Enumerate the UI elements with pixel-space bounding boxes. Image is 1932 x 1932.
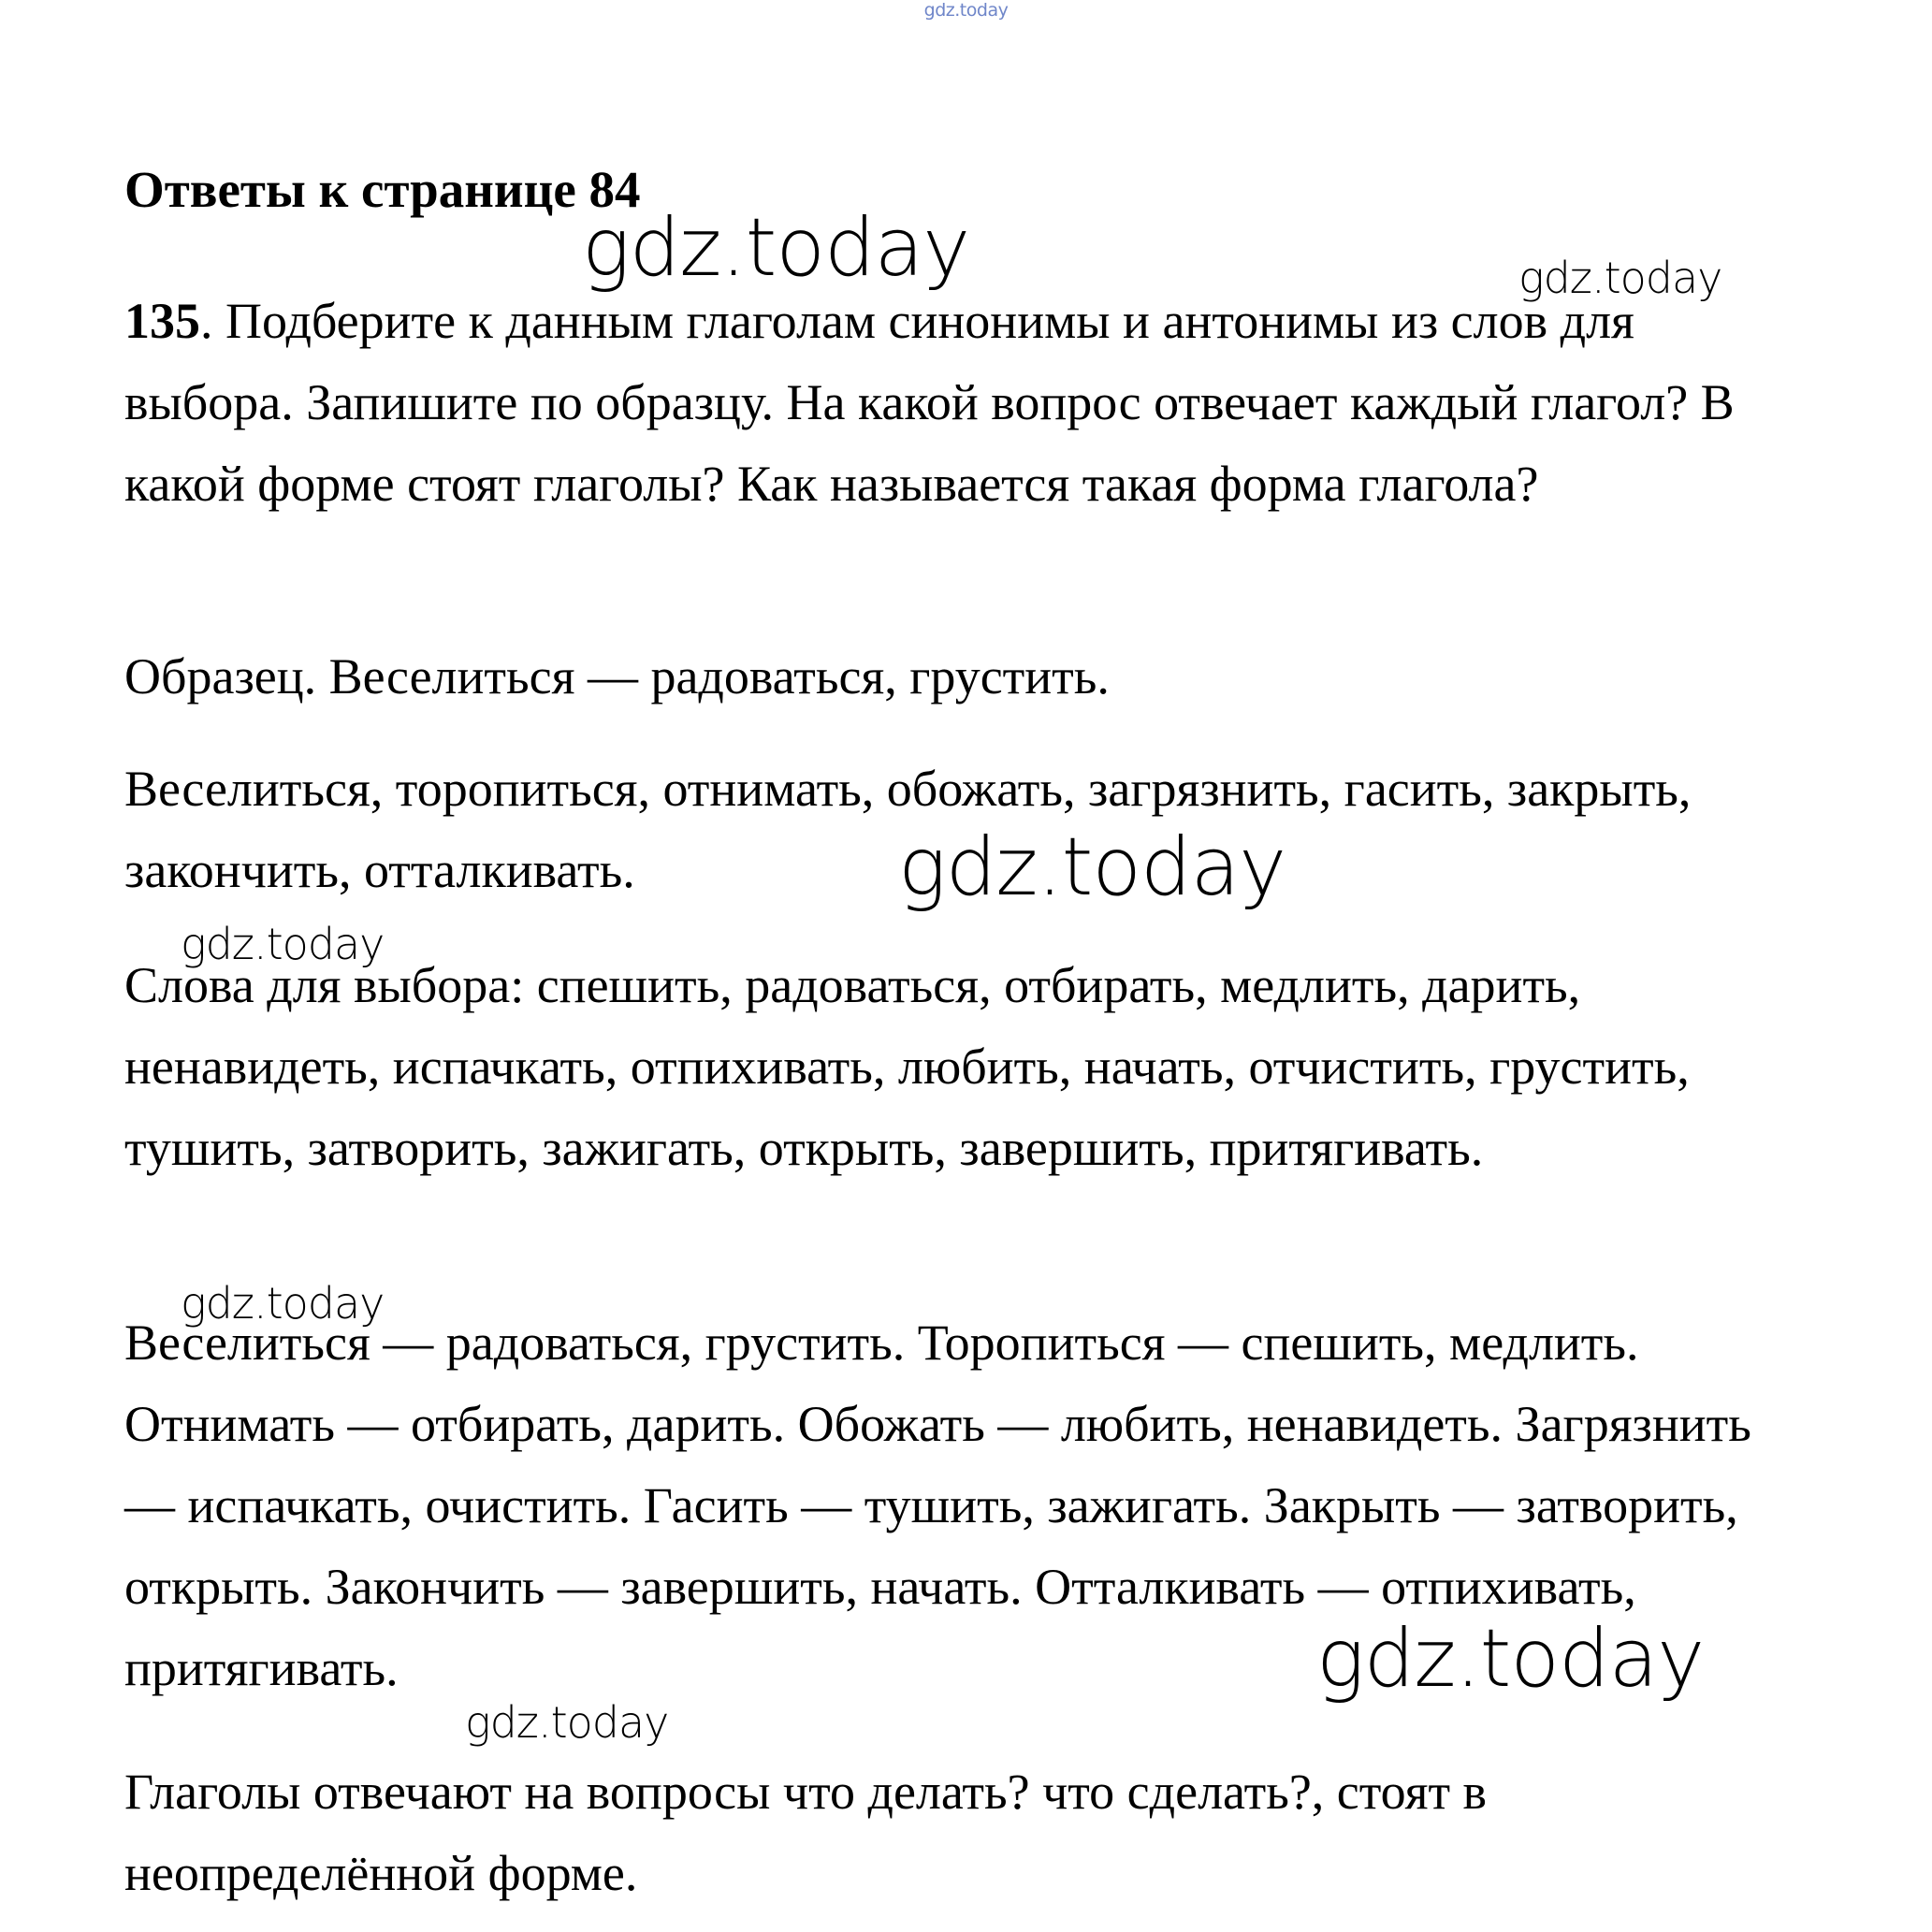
verbs-paragraph: Веселиться, торопиться, отнимать, обожать, загрязнить, гасить, закрыть, закончить, отталкивать.: [124, 761, 1692, 898]
watermark-1: gdz.today: [582, 201, 970, 295]
choice-words-paragraph: Слова для выбора: спешить, радоваться, отбирать, медлить, дарить, ненавидеть, испачкать, отпихивать, любить, начать, отчистить, грустить, тушить, затворить, зажигать, открыть, завершить, притягивать.: [124, 957, 1690, 1176]
sample-paragraph: Образец. Веселиться — радоваться, грустить.: [124, 648, 1110, 705]
watermark-6: gdz.today: [1316, 1612, 1705, 1706]
page-heading: Ответы к странице 84: [124, 161, 641, 218]
task-text: . Подберите к данным глаголам синонимы и антонимы из слов для выбора. Запишите по образцу. На какой вопрос отвечает каждый глагол? В какой форме стоят глаголы? Как называется такая форма глагола?: [124, 293, 1735, 512]
watermark-2: gdz.today: [1518, 253, 1722, 303]
watermark-4: gdz.today: [181, 919, 385, 969]
top-watermark: gdz.today: [923, 0, 1009, 21]
watermark-3: gdz.today: [898, 821, 1286, 914]
conclusion-paragraph: Глаголы отвечают на вопросы что делать? что сделать?, стоят в неопределённой форме.: [124, 1764, 1488, 1901]
watermark-7: gdz.today: [465, 1697, 669, 1748]
task-paragraph: [124, 281, 1799, 525]
task-number: 135: [124, 293, 200, 349]
watermark-5: gdz.today: [181, 1278, 385, 1329]
answer-paragraph: Веселиться — радоваться, грустить. Торопиться — спешить, медлить. Отнимать — отбирать, дарить. Обожать — любить, ненавидеть. Загрязнить — испачкать, очистить. Гасить — тушить, зажигать. Закрыть — затворить, открыть. Закончить — завершить, начать. Отталкивать — отпихивать, притягивать.: [124, 1315, 1751, 1696]
